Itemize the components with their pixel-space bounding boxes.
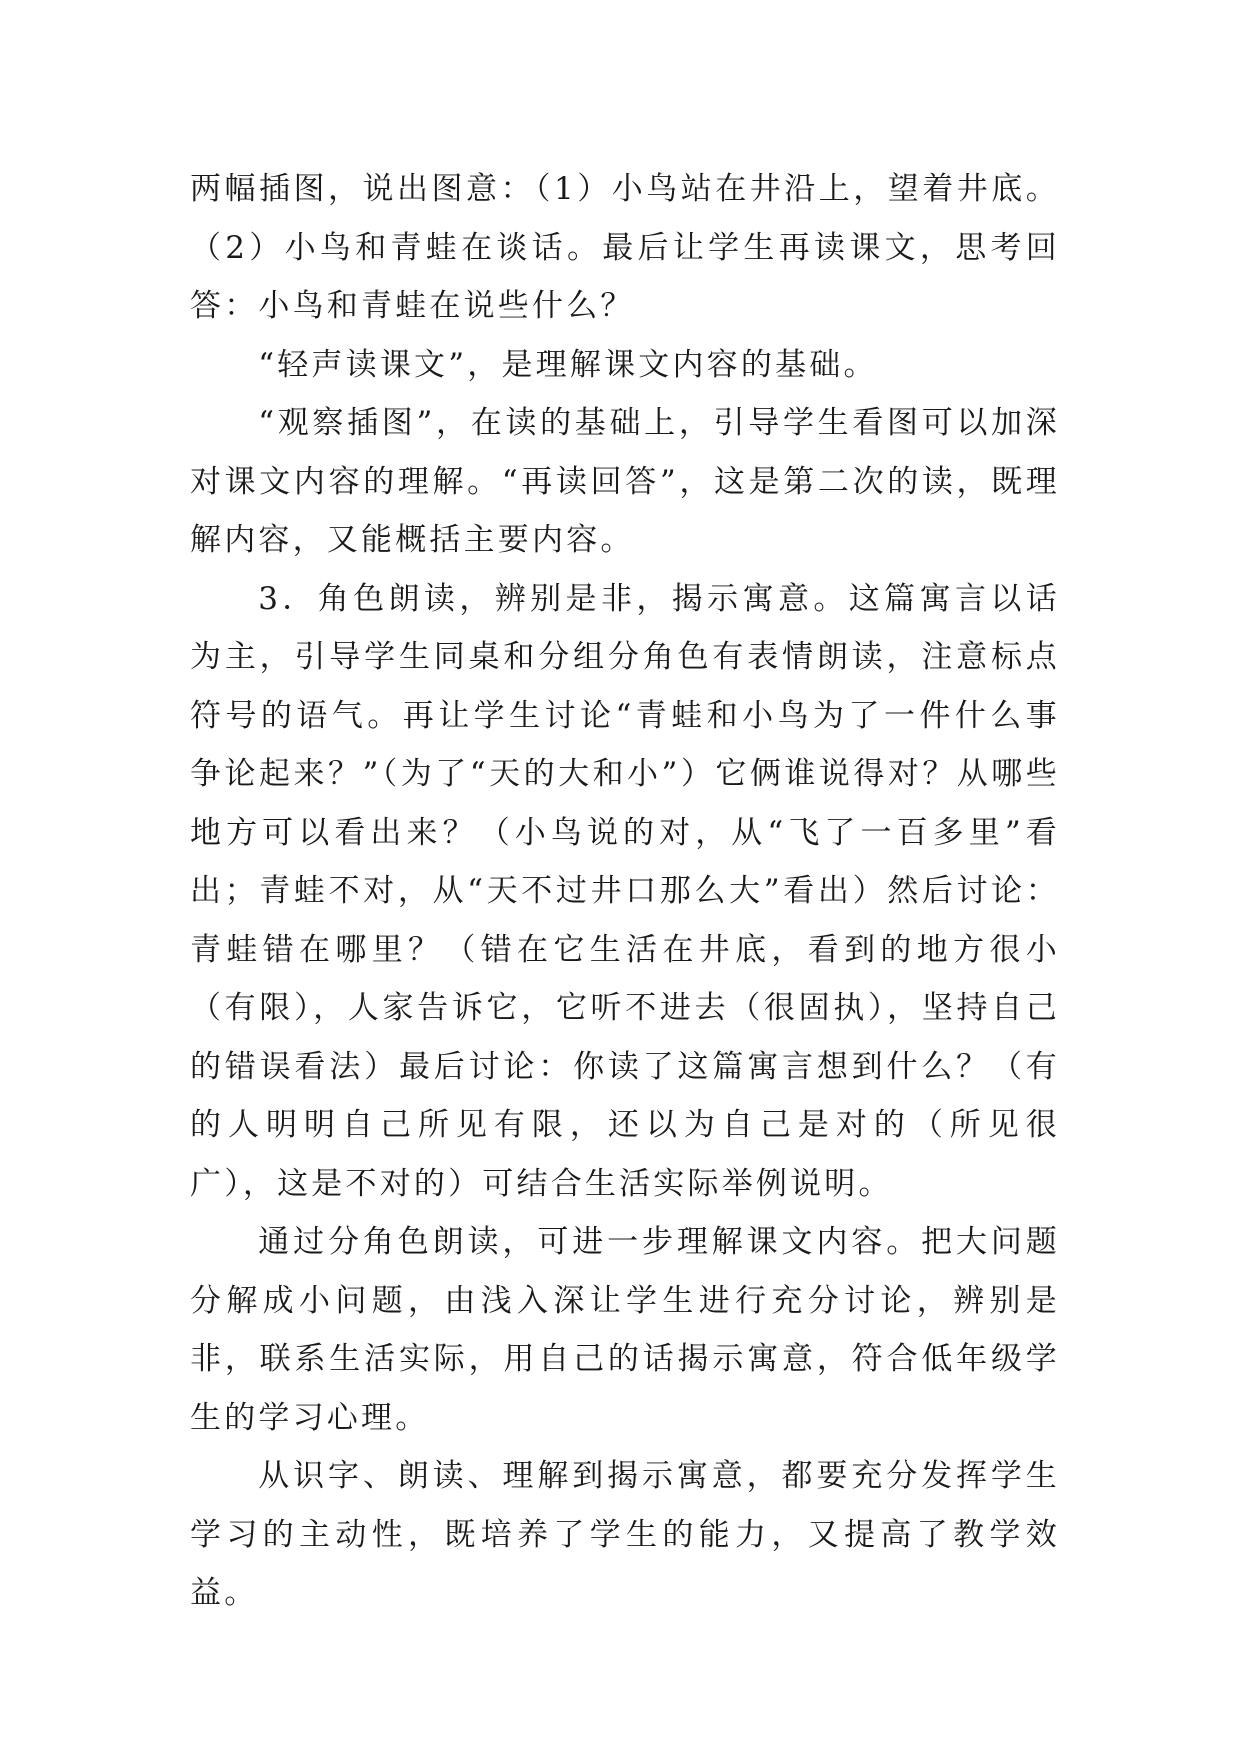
paragraph-role-reading: 3．角色朗读，辨别是非，揭示寓意。这篇寓言以话为主，引导学生同桌和分组分角色有表情朗读，注意标点符号的语气。再让学生讨论“青蛙和小鸟为了一件什么事争论起来？”（为了“天的大和小”）它俩谁说得对？从哪些地方可以看出来？（小鸟说的对，从“飞了一百多里”看出；青蛙不对，从“天不过井口那么大”看出）然后讨论：青蛙错在哪里？（错在它生活在井底，看到的地方很小（有限），人家告诉它，它听不进去（很固执），坚持自己的错误看法）最后讨论：你读了这篇寓言想到什么？（有的人明明自己所见有限，还以为自己是对的（所见很广），这是不对的）可结合生活实际举例说明。 (190, 580, 1060, 1202)
paragraph-illustration-description: 两幅插图，说出图意：（1）小鸟站在井沿上，望着井底。（2）小鸟和青蛙在谈话。最后让学生再读课文，思考回答：小鸟和青蛙在说些什么？ (190, 171, 1060, 324)
paragraph-role-reading-summary: 通过分角色朗读，可进一步理解课文内容。把大问题分解成小问题，由浅入深让学生进行充分讨论，辨别是非，联系生活实际，用自己的话揭示寓意，符合低年级学生的学习心理。 (190, 1224, 1060, 1436)
paragraph-quiet-reading: “轻声读课文”，是理解课文内容的基础。 (258, 346, 878, 383)
paragraph-observe-illustration: “观察插图”，在读的基础上，引导学生看图可以加深对课文内容的理解。“再读回答”，这是第二次的读，既理解内容，又能概括主要内容。 (190, 405, 1060, 558)
paragraph-conclusion: 从识字、朗读、理解到揭示寓意，都要充分发挥学生学习的主动性，既培养了学生的能力，又提高了教学效益。 (190, 1458, 1060, 1611)
document-body (190, 160, 1060, 1623)
